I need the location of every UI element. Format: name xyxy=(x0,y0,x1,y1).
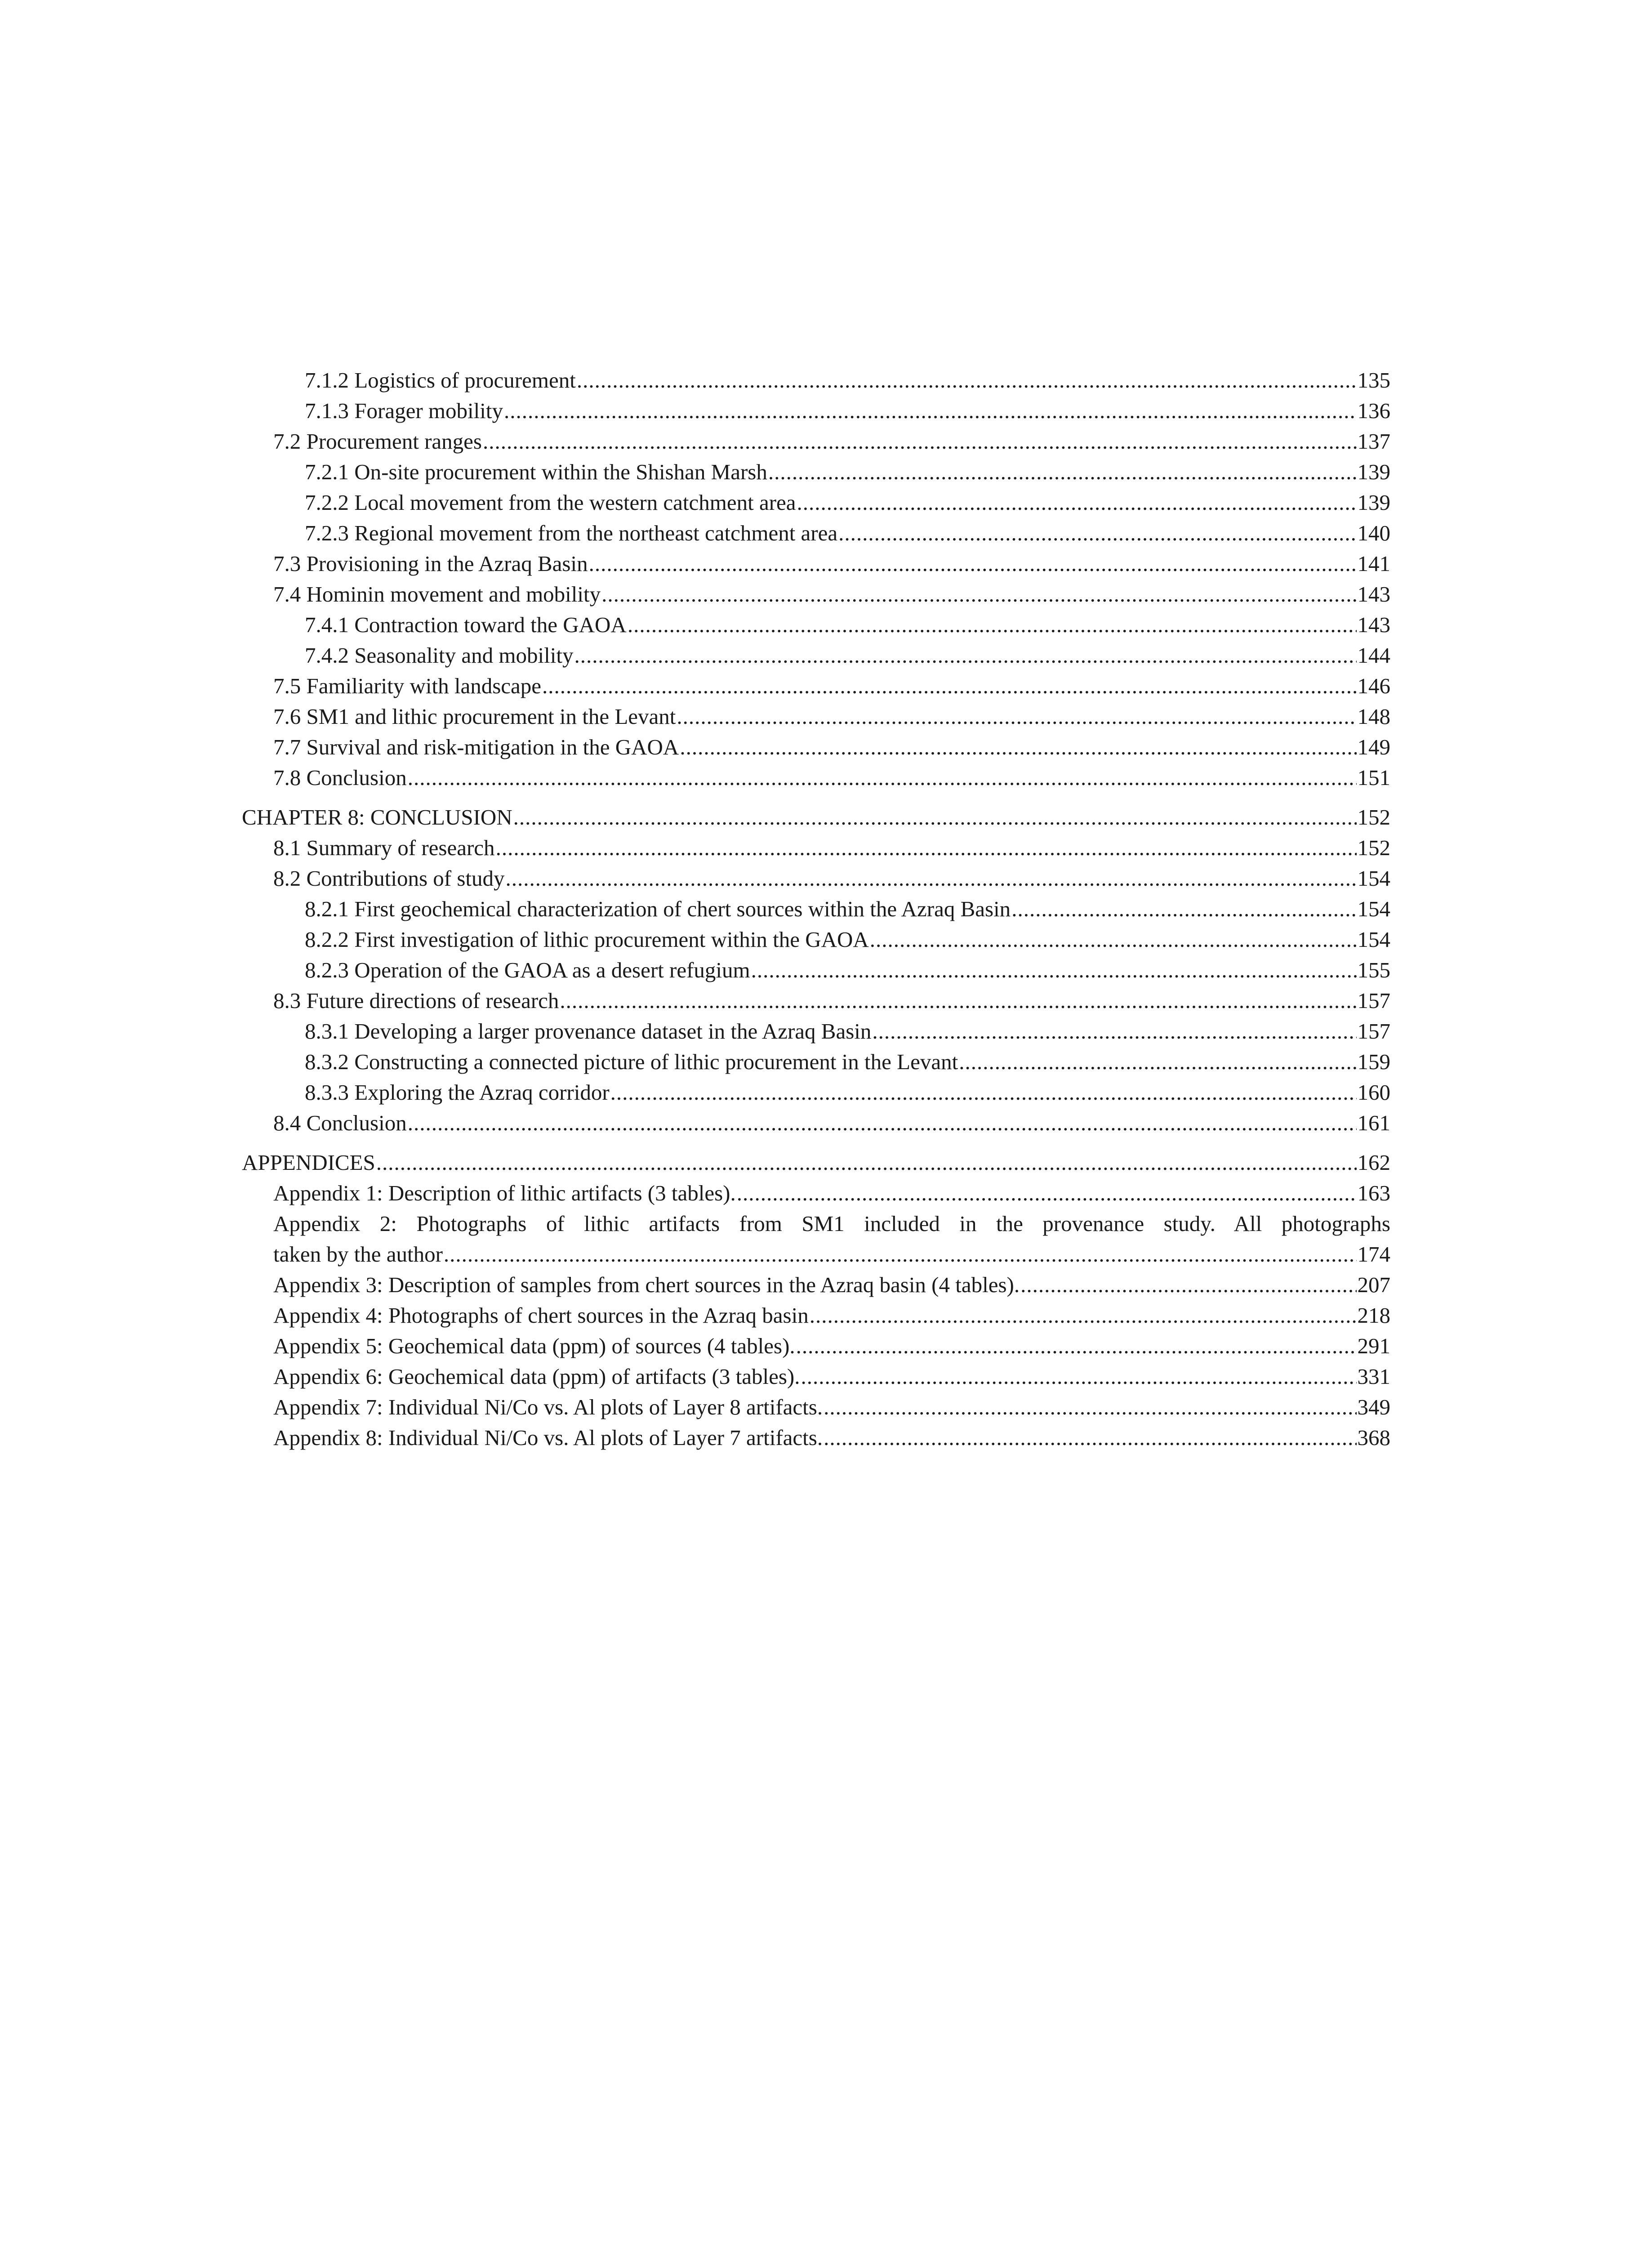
toc-entry-label: Appendix 7: Individual Ni/Co vs. Al plots of Layer 8 artifacts. xyxy=(273,1395,823,1419)
toc-entry-label: 8.3.3 Exploring the Azraq corridor xyxy=(305,1080,610,1105)
toc-entry-page: 291 xyxy=(1357,1334,1390,1358)
toc-entry xyxy=(242,732,1390,763)
dot-leader xyxy=(601,579,1356,610)
toc-entry xyxy=(242,1209,1390,1270)
dot-leader xyxy=(610,1077,1357,1108)
toc-entry xyxy=(242,518,1390,549)
dot-leader xyxy=(483,426,1357,457)
toc-entry-page: 152 xyxy=(1357,805,1390,830)
dot-leader xyxy=(797,487,1357,518)
dot-leader xyxy=(628,610,1357,640)
dot-leader xyxy=(542,671,1356,701)
toc-entry-label-line1: Appendix 2: Photographs of lithic artifacts from SM1 included in the provenance study. All photographs xyxy=(273,1211,1390,1236)
dot-leader xyxy=(810,1300,1357,1331)
toc-entry-page: 152 xyxy=(1357,835,1390,860)
toc-entry xyxy=(242,1147,1390,1178)
toc-entry-label: Appendix 3: Description of samples from chert sources in the Azraq basin (4 tables). xyxy=(273,1272,1020,1297)
toc-entry-label: 8.2 Contributions of study xyxy=(273,866,505,891)
toc-entry xyxy=(242,1047,1390,1077)
toc-entry xyxy=(242,894,1390,924)
toc-entry-page: 161 xyxy=(1357,1111,1390,1135)
toc-entry-label: 8.2.3 Operation of the GAOA as a desert refugium xyxy=(305,958,750,982)
toc-entry xyxy=(242,1178,1390,1209)
toc-entry xyxy=(242,1331,1390,1361)
toc-entry xyxy=(242,986,1390,1016)
toc-entry-label: CHAPTER 8: CONCLUSION xyxy=(242,805,512,830)
dot-leader xyxy=(872,1016,1356,1047)
toc-entry-label: 8.2.2 First investigation of lithic procurement within the GAOA xyxy=(305,927,869,952)
toc-entry-page: 143 xyxy=(1357,582,1390,607)
dot-leader xyxy=(444,1239,1357,1270)
toc-entry xyxy=(242,426,1390,457)
toc-entry-label: APPENDICES xyxy=(242,1150,375,1175)
toc-entry-page: 154 xyxy=(1357,866,1390,891)
dot-leader xyxy=(376,1147,1357,1178)
toc-entry xyxy=(242,1423,1390,1453)
toc-entry-label: 7.3 Provisioning in the Azraq Basin xyxy=(273,551,588,576)
toc-entry-line2 xyxy=(273,1239,1390,1270)
toc-entry xyxy=(242,763,1390,793)
toc-entry xyxy=(242,1016,1390,1047)
dot-leader xyxy=(496,833,1357,863)
toc-entry-label: 7.4 Hominin movement and mobility xyxy=(273,582,601,607)
dot-leader xyxy=(737,1178,1357,1209)
toc-entry-label: 8.4 Conclusion xyxy=(273,1111,407,1135)
toc-entry-label: 7.7 Survival and risk-mitigation in the GAOA xyxy=(273,735,679,759)
dot-leader xyxy=(838,518,1356,549)
toc-entry xyxy=(242,955,1390,986)
toc-entry xyxy=(242,1108,1390,1138)
toc-entry-page: 368 xyxy=(1357,1425,1390,1450)
toc-entry-label: 7.2.1 On-site procurement within the Shishan Marsh xyxy=(305,459,767,484)
toc-entry xyxy=(242,802,1390,833)
dot-leader xyxy=(824,1423,1356,1453)
toc-entry-label: Appendix 4: Photographs of chert sources in the Azraq basin xyxy=(273,1303,809,1328)
toc-entry-label: Appendix 1: Description of lithic artifacts (3 tables). xyxy=(273,1181,736,1205)
dot-leader xyxy=(870,924,1357,955)
toc-entry xyxy=(242,1270,1390,1300)
toc-entry-page: 135 xyxy=(1357,368,1390,393)
toc-entry xyxy=(242,924,1390,955)
dot-leader xyxy=(1020,1270,1356,1300)
toc-entry-page: 157 xyxy=(1357,988,1390,1013)
toc-entry-page: 137 xyxy=(1357,429,1390,454)
toc-entry-label: Appendix 6: Geochemical data (ppm) of artifacts (3 tables). xyxy=(273,1364,800,1389)
toc-entry-page: 143 xyxy=(1357,612,1390,637)
toc-entry-label: 7.2.3 Regional movement from the northeast catchment area xyxy=(305,521,838,545)
toc-entry-label: 7.2 Procurement ranges xyxy=(273,429,482,454)
toc-entry-page: 162 xyxy=(1357,1150,1390,1175)
toc-entry-page: 149 xyxy=(1357,735,1390,759)
toc-entry-label: 7.5 Familiarity with landscape xyxy=(273,674,542,698)
toc-entry-label: 7.8 Conclusion xyxy=(273,765,407,790)
toc-entry xyxy=(242,1392,1390,1423)
toc-entry xyxy=(242,671,1390,701)
toc-entry-page: 218 xyxy=(1357,1303,1390,1328)
dot-leader xyxy=(680,732,1356,763)
toc-entry xyxy=(242,1300,1390,1331)
toc-entry-page: 157 xyxy=(1357,1019,1390,1044)
toc-entry-label: 8.3 Future directions of research xyxy=(273,988,559,1013)
toc-entry xyxy=(242,457,1390,487)
toc-entry-label: 7.1.2 Logistics of procurement xyxy=(305,368,576,393)
toc-entry xyxy=(242,487,1390,518)
dot-leader xyxy=(824,1392,1356,1423)
dot-leader xyxy=(560,986,1356,1016)
toc-entry-label: Appendix 8: Individual Ni/Co vs. Al plots of Layer 7 artifacts. xyxy=(273,1425,823,1450)
toc-entry-label: 7.1.3 Forager mobility xyxy=(305,398,503,423)
toc-entry-label: 8.2.1 First geochemical characterization of chert sources within the Azraq Basin xyxy=(305,897,1011,921)
toc-entry-label: 7.6 SM1 and lithic procurement in the Levant xyxy=(273,704,676,729)
toc-entry xyxy=(242,701,1390,732)
toc-entry-page: 140 xyxy=(1357,521,1390,545)
toc-entry xyxy=(242,579,1390,610)
dot-leader xyxy=(589,549,1357,579)
toc-entry-page: 159 xyxy=(1357,1049,1390,1074)
toc-entry xyxy=(242,640,1390,671)
toc-entry-page: 331 xyxy=(1357,1364,1390,1389)
toc-entry xyxy=(242,863,1390,894)
toc-entry-label: 8.3.1 Developing a larger provenance dataset in the Azraq Basin xyxy=(305,1019,872,1044)
toc-entry-page: 136 xyxy=(1357,398,1390,423)
toc-entry-page: 151 xyxy=(1357,765,1390,790)
dot-leader xyxy=(506,863,1357,894)
toc-entry xyxy=(242,610,1390,640)
toc-entry-page: 141 xyxy=(1357,551,1390,576)
toc-entry-label: 8.1 Summary of research xyxy=(273,835,495,860)
toc-entry-page: 163 xyxy=(1357,1181,1390,1205)
dot-leader xyxy=(504,396,1357,426)
dot-leader xyxy=(796,1331,1357,1361)
dot-leader xyxy=(768,457,1357,487)
dot-leader xyxy=(677,701,1356,732)
toc-entry-label: 8.3.2 Constructing a connected picture of lithic procurement in the Levant xyxy=(305,1049,958,1074)
toc-entry-page: 144 xyxy=(1357,643,1390,668)
toc-entry-page: 154 xyxy=(1357,927,1390,952)
toc-entry-page: 160 xyxy=(1357,1080,1390,1105)
dot-leader xyxy=(959,1047,1356,1077)
toc-entry xyxy=(242,1077,1390,1108)
toc-entry-page: 349 xyxy=(1357,1395,1390,1419)
dot-leader xyxy=(577,365,1357,396)
toc-entry-page: 174 xyxy=(1357,1242,1390,1267)
table-of-contents xyxy=(242,365,1390,1453)
toc-entry-page: 155 xyxy=(1357,958,1390,982)
toc-entry xyxy=(242,549,1390,579)
dot-leader xyxy=(751,955,1357,986)
toc-entry-label: Appendix 5: Geochemical data (ppm) of sources (4 tables). xyxy=(273,1334,795,1358)
toc-entry xyxy=(242,1361,1390,1392)
dot-leader xyxy=(574,640,1356,671)
toc-entry-label: 7.2.2 Local movement from the western catchment area xyxy=(305,490,796,515)
toc-entry-page: 139 xyxy=(1357,490,1390,515)
dot-leader xyxy=(1011,894,1356,924)
toc-entry xyxy=(242,396,1390,426)
toc-entry-label: 7.4.1 Contraction toward the GAOA xyxy=(305,612,627,637)
toc-entry-page: 154 xyxy=(1357,897,1390,921)
toc-entry-page: 139 xyxy=(1357,459,1390,484)
toc-entry-page: 148 xyxy=(1357,704,1390,729)
dot-leader xyxy=(408,763,1357,793)
toc-entry xyxy=(242,365,1390,396)
toc-entry-page: 207 xyxy=(1357,1272,1390,1297)
toc-entry xyxy=(242,833,1390,863)
dot-leader xyxy=(801,1361,1356,1392)
toc-entry-label: 7.4.2 Seasonality and mobility xyxy=(305,643,574,668)
dot-leader xyxy=(513,802,1357,833)
toc-entry-label-line2: taken by the author xyxy=(273,1242,443,1267)
toc-entry-page: 146 xyxy=(1357,674,1390,698)
dot-leader xyxy=(408,1108,1357,1138)
